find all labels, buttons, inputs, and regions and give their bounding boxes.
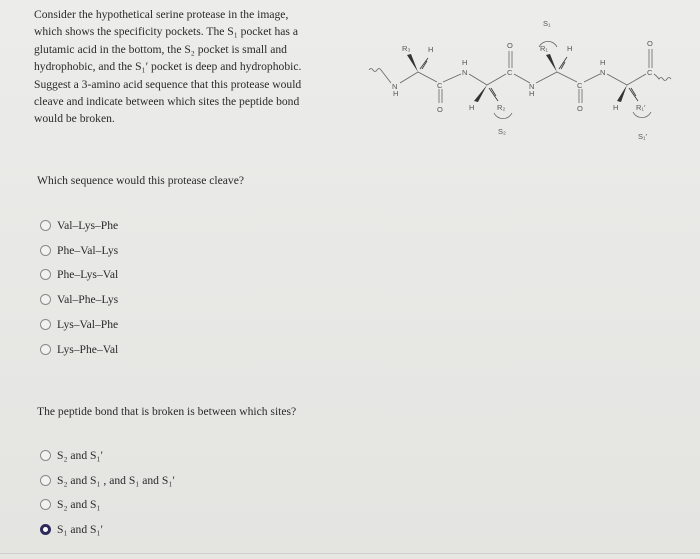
radio-button[interactable] [40,450,51,461]
option-s2-s1[interactable] [40,493,175,518]
question2-text: The peptide bond that is broken is between which sites? [37,405,297,418]
atom-c: C [577,81,583,90]
option-s2-s1prime[interactable] [40,443,175,468]
atom-h: H [567,44,573,53]
radio-button[interactable] [40,344,51,355]
radio-button[interactable] [40,269,51,280]
option-label: Phe–Val–Lys [57,243,119,257]
atom-h: H [393,89,399,98]
intro-line: hydrophobic, and the S₁′ pocket is deep and hydrophobic. [34,60,302,74]
intro-line: Consider the hypothetical serine protease in the image, [34,8,289,21]
option-phe-lys-val[interactable] [40,263,118,288]
option-s1-s1prime[interactable] [40,517,175,542]
intro-line: which shows the specificity pockets. The S₁ pocket has a [34,25,298,39]
atom-h: H [428,45,434,54]
label-r1: R₁ [540,44,548,53]
atom-h: H [600,58,606,67]
option-label: Lys–Phe–Val [57,342,119,356]
atom-o: O [647,39,653,48]
label-r2: R₂ [497,103,506,112]
option-lys-phe-val[interactable] [40,337,118,362]
intro-line: Suggest a 3-amino acid sequence that this protease would [34,77,302,91]
question2-options [40,443,175,542]
radio-button[interactable] [40,319,51,330]
peptide-diagram [0,0,700,160]
atom-c: C [507,68,513,77]
option-phe-val-lys[interactable] [40,238,118,263]
option-label: S₂ and S₁′ [57,448,104,462]
option-label: S₂ and S₁ , and S₁ and S₁′ [57,473,175,487]
radio-button[interactable] [40,220,51,231]
radio-button[interactable] [40,245,51,256]
atom-h: H [469,103,475,112]
radio-button-selected[interactable] [40,524,51,535]
label-s2: S₂ [498,127,506,136]
intro-line: glutamic acid in the bottom, the S₂ pocket is small and [34,42,287,56]
label-s1: S₁ [543,19,551,28]
atom-n: N [529,82,535,91]
label-s1-prime: S₁′ [638,132,647,141]
atom-o: O [577,104,583,113]
option-label: S₁ and S₁′ [57,523,104,537]
atom-o: O [437,105,443,114]
option-label: Val–Phe–Lys [57,293,119,307]
option-lys-val-phe[interactable] [40,312,118,337]
atom-n: N [462,68,468,77]
intro-line: cleave and indicate between which sites the peptide bond [34,95,300,109]
label-r1-prime: R₁′ [636,103,646,112]
atom-h: H [613,103,619,112]
option-label: Phe–Lys–Val [57,268,119,282]
question1-options [40,213,118,362]
atom-h: H [529,89,535,98]
atom-h: H [462,58,468,67]
radio-button[interactable] [40,294,51,305]
atom-n: N [600,68,606,77]
atom-n: N [392,82,398,91]
atom-c: C [437,81,443,90]
option-val-lys-phe[interactable] [40,213,118,238]
radio-button[interactable] [40,499,51,510]
atom-o: O [507,41,513,50]
radio-button[interactable] [40,475,51,486]
intro-line: would be broken. [34,112,115,126]
option-val-phe-lys[interactable] [40,287,118,312]
option-s2-s1-and-s1-s1prime[interactable] [40,468,175,493]
option-label: S₂ and S₁ [57,498,101,512]
option-label: Lys–Val–Phe [57,318,119,332]
atom-c: C [647,68,653,77]
question1-text: Which sequence would this protease cleave? [37,174,244,187]
label-r3: R₃ [402,44,411,53]
option-label: Val–Lys–Phe [57,218,119,232]
